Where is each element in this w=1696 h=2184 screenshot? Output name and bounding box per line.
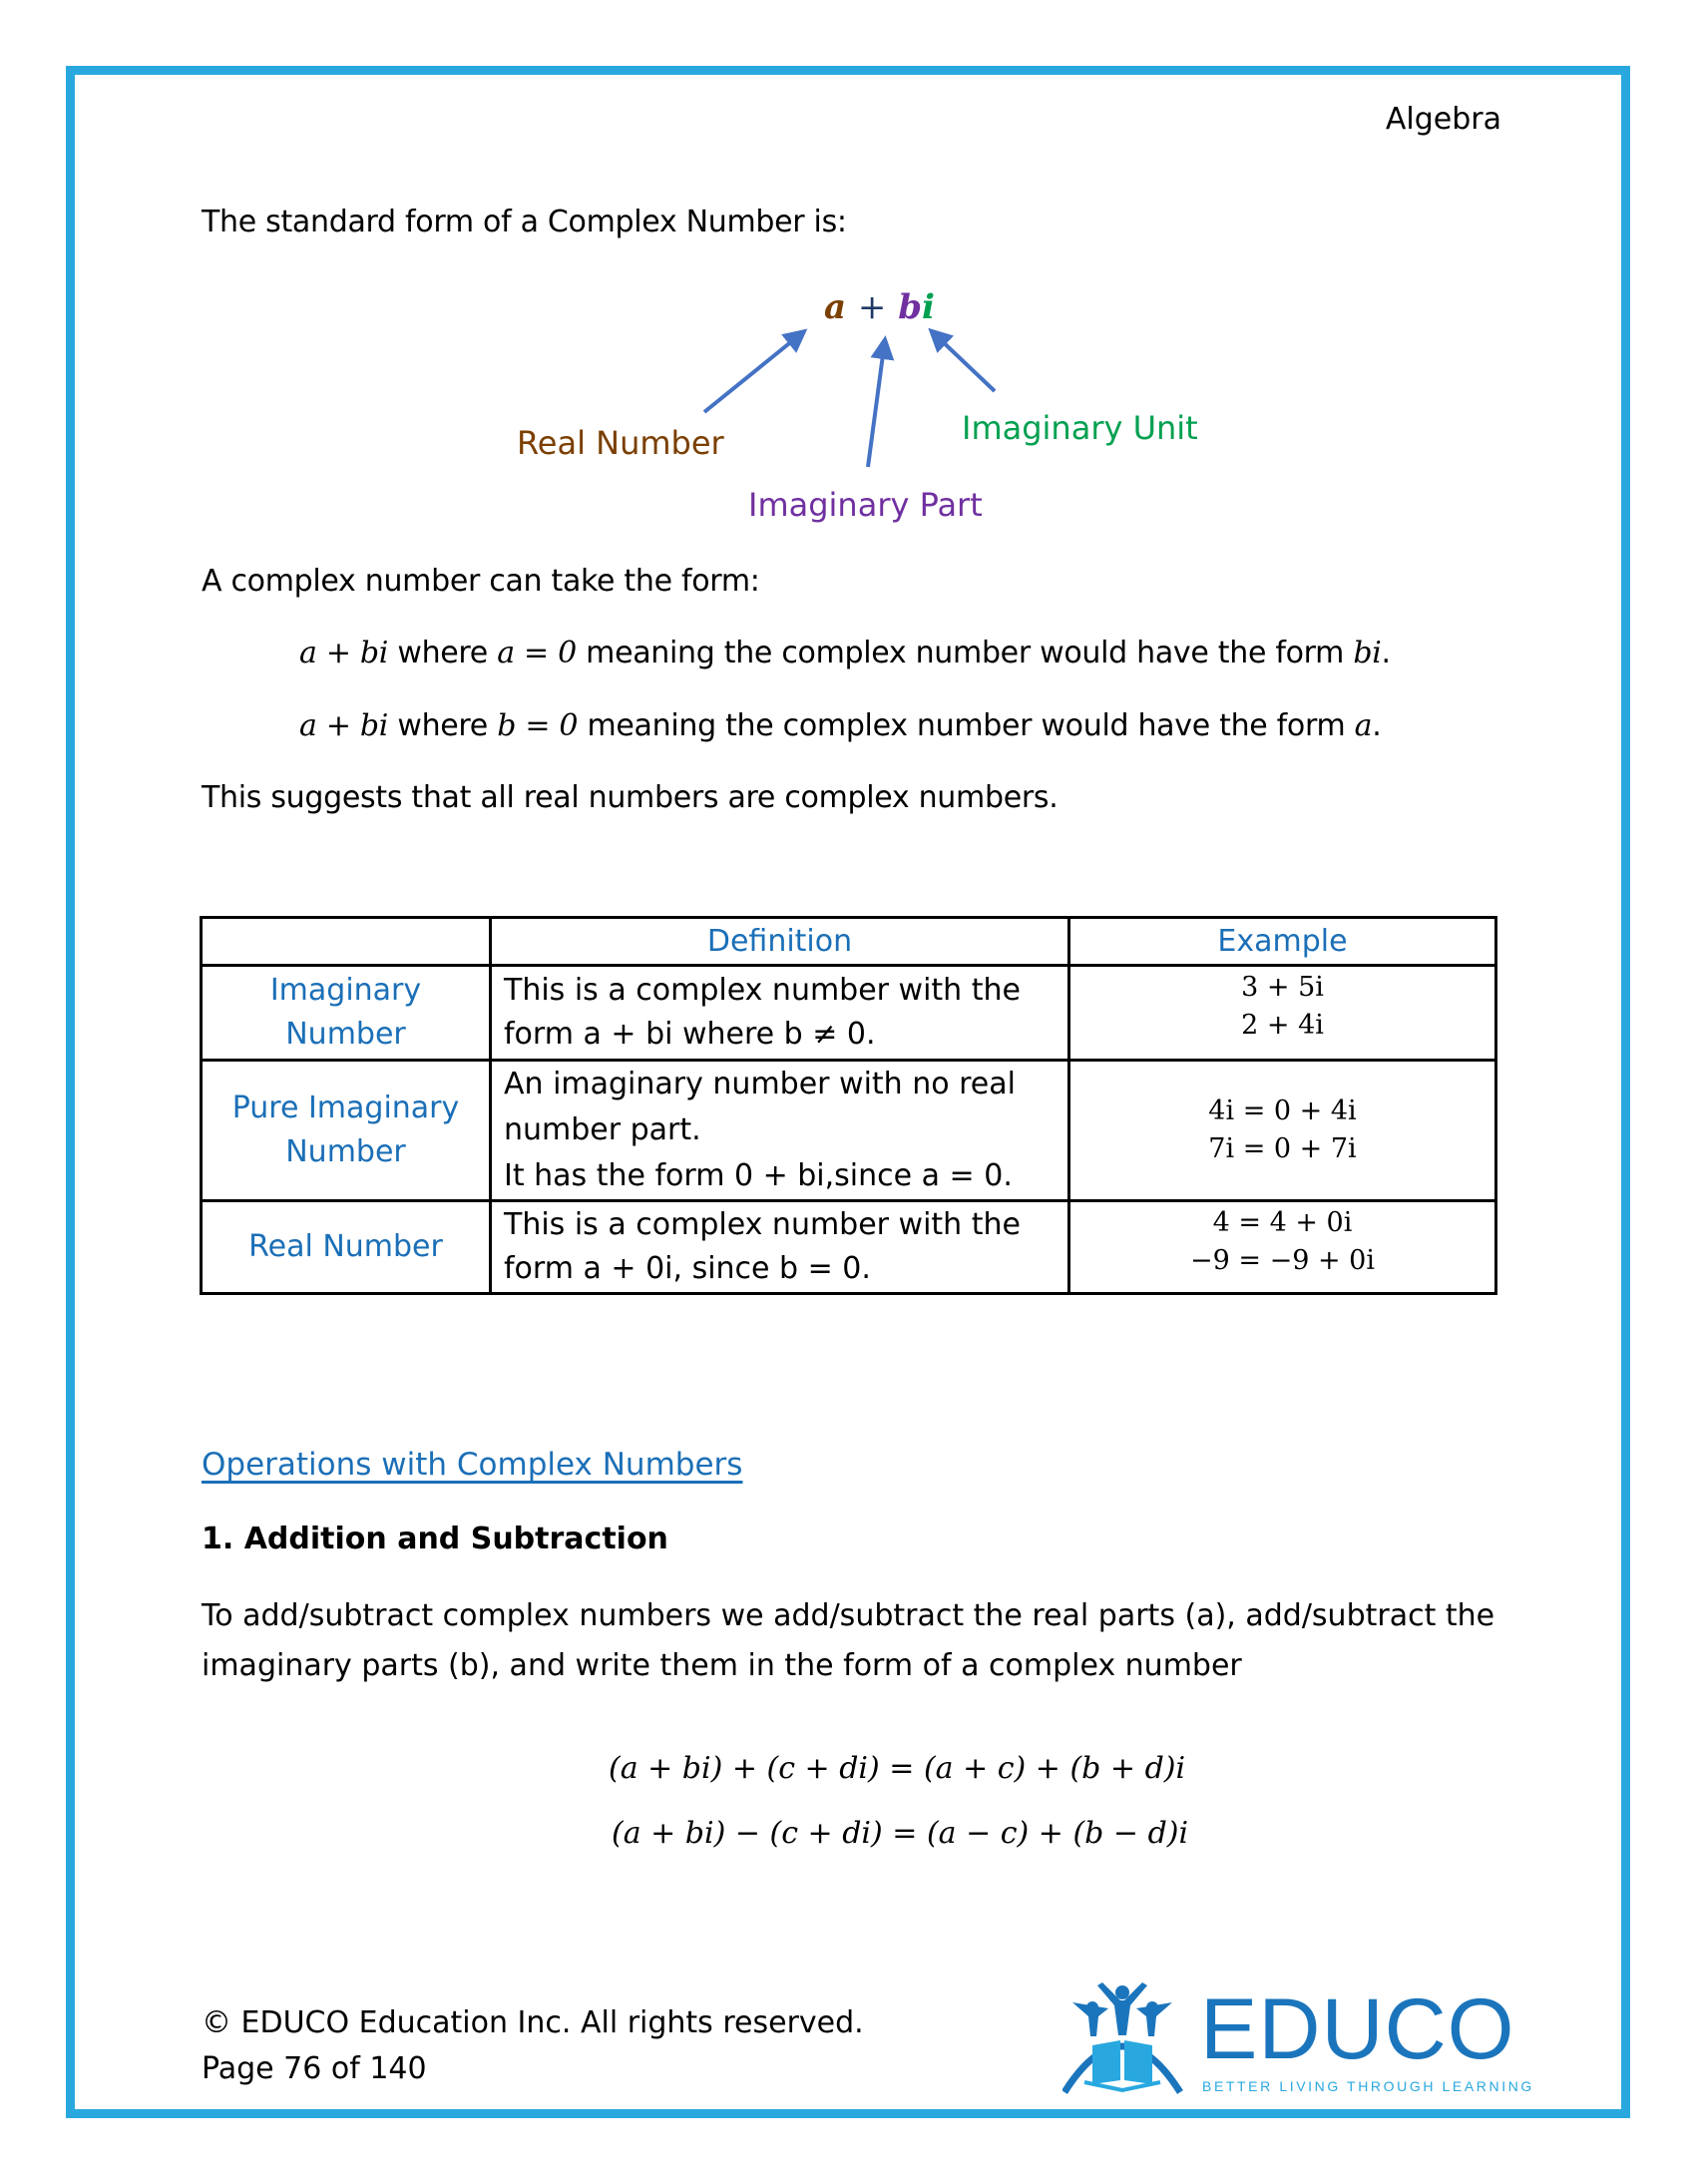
educo-logo bbox=[1062, 1980, 1534, 2100]
definition-line: An imaginary number with no real bbox=[504, 1067, 1016, 1101]
example-cell bbox=[1069, 1201, 1496, 1294]
table-row bbox=[202, 1061, 1496, 1201]
operations-section-link[interactable]: Operations with Complex Numbers bbox=[202, 1447, 743, 1483]
term-cell bbox=[202, 1061, 491, 1201]
arrow-to-imaginary-unit-icon bbox=[937, 336, 995, 391]
definition-line: form a + bi where b ≠ 0. bbox=[504, 1017, 876, 1052]
form-where: where bbox=[388, 708, 498, 743]
formula-imaginary-part: b bbox=[898, 287, 922, 327]
table-header-row bbox=[202, 918, 1496, 966]
form-line-1 bbox=[299, 636, 1391, 670]
addition-equation: (a + bi) + (c + di) = (a + c) + (b + d)i bbox=[609, 1751, 1186, 1786]
logo-tagline: BETTER LIVING THROUGH LEARNING bbox=[1202, 2078, 1534, 2094]
term-line: Imaginary bbox=[269, 973, 422, 1008]
label-imaginary-unit: Imaginary Unit bbox=[962, 409, 1198, 447]
form-where: where bbox=[388, 636, 498, 670]
table-header-example: Example bbox=[1069, 918, 1496, 966]
form-expr: a + bi bbox=[299, 708, 389, 743]
table-row bbox=[202, 966, 1496, 1061]
form-end: . bbox=[1372, 708, 1382, 743]
term-line: Number bbox=[285, 1134, 406, 1169]
copyright-text: © EDUCO Education Inc. All rights reserved. bbox=[202, 2005, 864, 2040]
definition-line: It has the form 0 + bi,since a = 0. bbox=[504, 1158, 1013, 1193]
form-condition: a = 0 bbox=[497, 636, 577, 670]
term-cell bbox=[202, 966, 491, 1061]
subtraction-equation: (a + bi) − (c + di) = (a − c) + (b − d)i bbox=[612, 1816, 1189, 1851]
form-result: bi bbox=[1353, 636, 1382, 670]
forms-lead: A complex number can take the form: bbox=[202, 564, 760, 599]
term-line: Real Number bbox=[248, 1229, 443, 1264]
page-header-subject: Algebra bbox=[1385, 102, 1501, 137]
definition-line: number part. bbox=[504, 1112, 701, 1147]
example-line: 2 + 4i bbox=[1241, 1010, 1324, 1041]
label-imaginary-part: Imaginary Part bbox=[748, 486, 983, 524]
definition-line: This is a complex number with the bbox=[504, 1207, 1021, 1242]
example-cell bbox=[1069, 966, 1496, 1061]
arrow-to-imaginary-part-icon bbox=[868, 347, 884, 467]
form-line-2 bbox=[299, 708, 1382, 743]
arrow-to-real-icon bbox=[704, 336, 798, 412]
formula-imaginary-unit: i bbox=[922, 287, 935, 327]
definition-cell bbox=[491, 966, 1069, 1061]
definition-cell bbox=[491, 1201, 1069, 1294]
logo-wordmark: EDUCO bbox=[1200, 1981, 1515, 2077]
label-real-number: Real Number bbox=[517, 424, 724, 462]
example-line: 4 = 4 + 0i bbox=[1212, 1207, 1353, 1238]
form-end: . bbox=[1381, 636, 1391, 670]
formula-plus: + bbox=[857, 287, 887, 327]
table-row bbox=[202, 1201, 1496, 1294]
forms-conclusion: This suggests that all real numbers are complex numbers. bbox=[202, 780, 1059, 815]
term-line: Number bbox=[285, 1017, 406, 1052]
example-line: −9 = −9 + 0i bbox=[1190, 1245, 1375, 1276]
term-line: Pure Imaginary bbox=[231, 1091, 460, 1125]
form-rest: meaning the complex number would have the form bbox=[578, 708, 1355, 743]
term-cell bbox=[202, 1201, 491, 1294]
example-line: 4i = 0 + 4i bbox=[1208, 1095, 1357, 1126]
standard-form-intro: The standard form of a Complex Number is: bbox=[202, 205, 847, 239]
definition-cell bbox=[491, 1061, 1069, 1201]
subsection-heading: 1. Addition and Subtraction bbox=[202, 1522, 668, 1556]
form-condition: b = 0 bbox=[497, 708, 579, 743]
definition-line: This is a complex number with the bbox=[504, 973, 1021, 1008]
example-cell bbox=[1069, 1061, 1496, 1201]
formula-real-part: a bbox=[824, 287, 847, 327]
example-line: 3 + 5i bbox=[1241, 972, 1324, 1003]
operations-paragraph: To add/subtract complex numbers we add/subtract the real parts (a), add/subtract the imaginary parts (b), and write them in the form of a complex number bbox=[202, 1598, 1495, 1683]
form-expr: a + bi bbox=[299, 636, 389, 670]
table-header-definition: Definition bbox=[491, 918, 1069, 966]
form-result: a bbox=[1354, 708, 1373, 743]
definition-line: form a + 0i, since b = 0. bbox=[504, 1251, 871, 1286]
page-number: Page 76 of 140 bbox=[202, 2051, 427, 2086]
table-header-empty bbox=[202, 918, 491, 966]
form-rest: meaning the complex number would have the form bbox=[576, 636, 1354, 670]
number-types-table bbox=[200, 916, 1497, 1295]
example-line: 7i = 0 + 7i bbox=[1208, 1133, 1357, 1164]
